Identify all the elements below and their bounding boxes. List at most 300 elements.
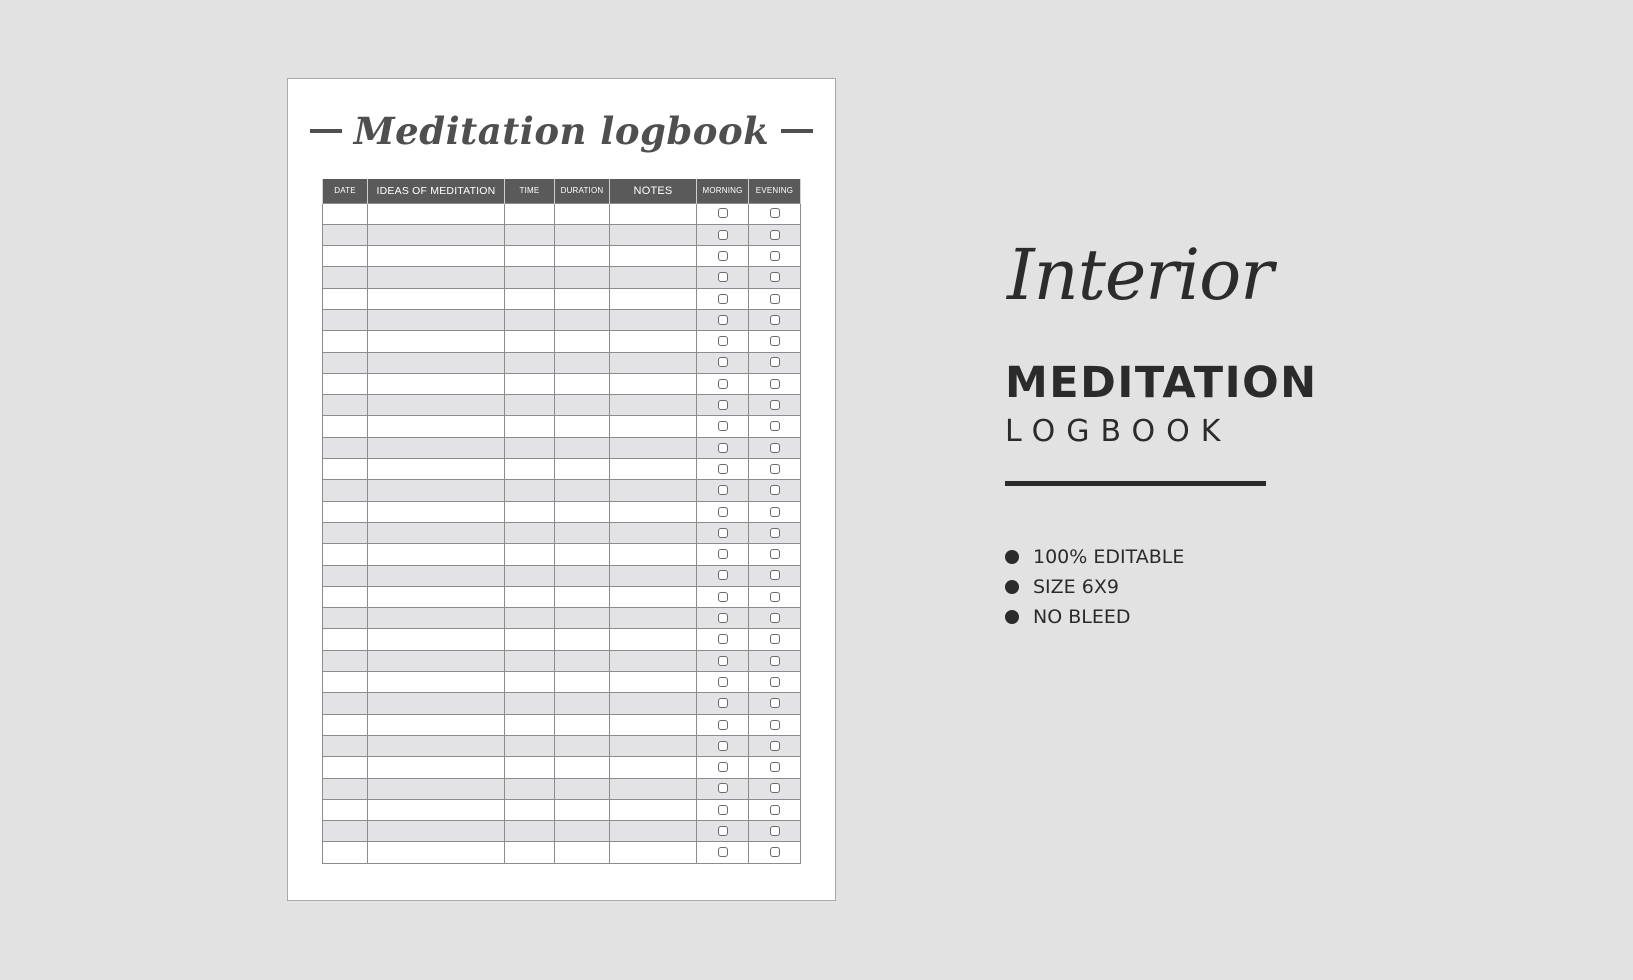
table-row xyxy=(323,203,801,224)
cell-evening xyxy=(749,331,801,352)
cell-ideas[interactable] xyxy=(368,373,505,394)
morning-checkbox[interactable] xyxy=(718,294,728,304)
table-row xyxy=(323,693,801,714)
table-row xyxy=(323,352,801,373)
cell-time[interactable] xyxy=(505,246,555,267)
morning-checkbox[interactable] xyxy=(718,443,728,453)
bullet-icon xyxy=(1005,610,1019,624)
cell-time[interactable] xyxy=(505,799,555,820)
cell-date[interactable] xyxy=(323,352,368,373)
table-row xyxy=(323,501,801,522)
cell-notes[interactable] xyxy=(610,735,697,756)
cell-duration[interactable] xyxy=(555,522,610,543)
cell-date[interactable] xyxy=(323,416,368,437)
cell-duration[interactable] xyxy=(555,586,610,607)
cell-duration[interactable] xyxy=(555,203,610,224)
evening-checkbox[interactable] xyxy=(770,528,780,538)
cell-date[interactable] xyxy=(323,437,368,458)
cell-duration[interactable] xyxy=(555,459,610,480)
col-header-evening: EVENING xyxy=(749,179,801,203)
cell-ideas[interactable] xyxy=(368,437,505,458)
col-header-time: TIME xyxy=(505,179,555,203)
cell-time[interactable] xyxy=(505,288,555,309)
cell-duration[interactable] xyxy=(555,608,610,629)
cell-time[interactable] xyxy=(505,672,555,693)
morning-checkbox[interactable] xyxy=(718,400,728,410)
cell-morning xyxy=(697,650,749,671)
morning-checkbox[interactable] xyxy=(718,336,728,346)
cell-time[interactable] xyxy=(505,821,555,842)
evening-checkbox[interactable] xyxy=(770,400,780,410)
cell-ideas[interactable] xyxy=(368,352,505,373)
evening-checkbox[interactable] xyxy=(770,208,780,218)
cell-date[interactable] xyxy=(323,565,368,586)
cell-notes[interactable] xyxy=(610,821,697,842)
cell-notes[interactable] xyxy=(610,288,697,309)
evening-checkbox[interactable] xyxy=(770,592,780,602)
cell-duration[interactable] xyxy=(555,480,610,501)
cell-notes[interactable] xyxy=(610,650,697,671)
cell-notes[interactable] xyxy=(610,693,697,714)
morning-checkbox[interactable] xyxy=(718,720,728,730)
cell-ideas[interactable] xyxy=(368,288,505,309)
table-row xyxy=(323,437,801,458)
cell-morning xyxy=(697,714,749,735)
cell-ideas[interactable] xyxy=(368,757,505,778)
cell-evening xyxy=(749,522,801,543)
bullet-icon xyxy=(1005,550,1019,564)
table-row xyxy=(323,416,801,437)
cell-time[interactable] xyxy=(505,629,555,650)
cell-notes[interactable] xyxy=(610,395,697,416)
table-row xyxy=(323,799,801,820)
table-row xyxy=(323,821,801,842)
cell-morning xyxy=(697,203,749,224)
promo-script-title: Interior xyxy=(1007,234,1273,316)
cell-duration[interactable] xyxy=(555,288,610,309)
morning-checkbox[interactable] xyxy=(718,826,728,836)
cell-date[interactable] xyxy=(323,544,368,565)
cell-duration[interactable] xyxy=(555,629,610,650)
cell-ideas[interactable] xyxy=(368,203,505,224)
cell-ideas[interactable] xyxy=(368,246,505,267)
cell-ideas[interactable] xyxy=(368,735,505,756)
cell-time[interactable] xyxy=(505,522,555,543)
cell-date[interactable] xyxy=(323,480,368,501)
evening-checkbox[interactable] xyxy=(770,421,780,431)
cell-time[interactable] xyxy=(505,267,555,288)
evening-checkbox[interactable] xyxy=(770,634,780,644)
evening-checkbox[interactable] xyxy=(770,485,780,495)
cell-morning xyxy=(697,672,749,693)
cell-evening xyxy=(749,842,801,863)
cell-time[interactable] xyxy=(505,757,555,778)
evening-checkbox[interactable] xyxy=(770,741,780,751)
title-dash-right xyxy=(781,129,813,133)
cell-time[interactable] xyxy=(505,650,555,671)
cell-duration[interactable] xyxy=(555,246,610,267)
evening-checkbox[interactable] xyxy=(770,698,780,708)
morning-checkbox[interactable] xyxy=(718,613,728,623)
cell-duration[interactable] xyxy=(555,395,610,416)
cell-evening xyxy=(749,501,801,522)
cell-date[interactable] xyxy=(323,203,368,224)
evening-checkbox[interactable] xyxy=(770,656,780,666)
table-row xyxy=(323,735,801,756)
cell-date[interactable] xyxy=(323,395,368,416)
cell-ideas[interactable] xyxy=(368,331,505,352)
cell-ideas[interactable] xyxy=(368,608,505,629)
morning-checkbox[interactable] xyxy=(718,656,728,666)
promo-subheading: LOGBOOK xyxy=(1005,414,1232,449)
cell-duration[interactable] xyxy=(555,799,610,820)
cell-evening xyxy=(749,352,801,373)
cell-morning xyxy=(697,565,749,586)
cell-ideas[interactable] xyxy=(368,693,505,714)
evening-checkbox[interactable] xyxy=(770,549,780,559)
cell-ideas[interactable] xyxy=(368,821,505,842)
cell-morning xyxy=(697,309,749,330)
morning-checkbox[interactable] xyxy=(718,485,728,495)
morning-checkbox[interactable] xyxy=(718,783,728,793)
cell-notes[interactable] xyxy=(610,331,697,352)
cell-evening xyxy=(749,416,801,437)
title-dash-left xyxy=(310,129,342,133)
cell-duration[interactable] xyxy=(555,735,610,756)
table-row xyxy=(323,246,801,267)
morning-checkbox[interactable] xyxy=(718,698,728,708)
cell-duration[interactable] xyxy=(555,416,610,437)
morning-checkbox[interactable] xyxy=(718,570,728,580)
cell-morning xyxy=(697,246,749,267)
cell-time[interactable] xyxy=(505,459,555,480)
cell-time[interactable] xyxy=(505,565,555,586)
promo-divider xyxy=(1005,481,1266,486)
cell-date[interactable] xyxy=(323,842,368,863)
cell-morning xyxy=(697,735,749,756)
cell-notes[interactable] xyxy=(610,416,697,437)
cell-notes[interactable] xyxy=(610,437,697,458)
feature-item xyxy=(1005,572,1335,602)
table-header-row xyxy=(323,179,801,203)
cell-duration[interactable] xyxy=(555,672,610,693)
cell-ideas[interactable] xyxy=(368,544,505,565)
table-row xyxy=(323,459,801,480)
cell-duration[interactable] xyxy=(555,501,610,522)
morning-checkbox[interactable] xyxy=(718,357,728,367)
morning-checkbox[interactable] xyxy=(718,251,728,261)
evening-checkbox[interactable] xyxy=(770,805,780,815)
cell-duration[interactable] xyxy=(555,224,610,245)
evening-checkbox[interactable] xyxy=(770,357,780,367)
cell-ideas[interactable] xyxy=(368,672,505,693)
cell-notes[interactable] xyxy=(610,799,697,820)
cell-morning xyxy=(697,778,749,799)
cell-ideas[interactable] xyxy=(368,224,505,245)
cell-notes[interactable] xyxy=(610,224,697,245)
col-header-morning: MORNING xyxy=(697,179,749,203)
evening-checkbox[interactable] xyxy=(770,315,780,325)
morning-checkbox[interactable] xyxy=(718,592,728,602)
cell-date[interactable] xyxy=(323,224,368,245)
cell-evening xyxy=(749,246,801,267)
cell-date[interactable] xyxy=(323,778,368,799)
cell-duration[interactable] xyxy=(555,309,610,330)
cell-morning xyxy=(697,267,749,288)
cell-notes[interactable] xyxy=(610,842,697,863)
cell-duration[interactable] xyxy=(555,373,610,394)
cell-duration[interactable] xyxy=(555,437,610,458)
table-row xyxy=(323,480,801,501)
cell-notes[interactable] xyxy=(610,757,697,778)
cell-duration[interactable] xyxy=(555,544,610,565)
cell-time[interactable] xyxy=(505,778,555,799)
cell-duration[interactable] xyxy=(555,757,610,778)
cell-notes[interactable] xyxy=(610,714,697,735)
evening-checkbox[interactable] xyxy=(770,464,780,474)
cell-notes[interactable] xyxy=(610,203,697,224)
cell-date[interactable] xyxy=(323,459,368,480)
cell-ideas[interactable] xyxy=(368,459,505,480)
cell-morning xyxy=(697,288,749,309)
morning-checkbox[interactable] xyxy=(718,464,728,474)
cell-date[interactable] xyxy=(323,672,368,693)
cell-notes[interactable] xyxy=(610,629,697,650)
cell-evening xyxy=(749,714,801,735)
cell-date[interactable] xyxy=(323,608,368,629)
cell-evening xyxy=(749,309,801,330)
table-row xyxy=(323,608,801,629)
morning-checkbox[interactable] xyxy=(718,315,728,325)
cell-date[interactable] xyxy=(323,714,368,735)
cell-notes[interactable] xyxy=(610,544,697,565)
table-row xyxy=(323,650,801,671)
table-row xyxy=(323,842,801,863)
evening-checkbox[interactable] xyxy=(770,762,780,772)
evening-checkbox[interactable] xyxy=(770,230,780,240)
cell-time[interactable] xyxy=(505,544,555,565)
morning-checkbox[interactable] xyxy=(718,379,728,389)
sheet-title-block xyxy=(288,109,835,153)
cell-ideas[interactable] xyxy=(368,799,505,820)
feature-label: 100% EDITABLE xyxy=(1033,546,1185,568)
cell-date[interactable] xyxy=(323,821,368,842)
cell-ideas[interactable] xyxy=(368,480,505,501)
cell-time[interactable] xyxy=(505,352,555,373)
cell-evening xyxy=(749,437,801,458)
cell-notes[interactable] xyxy=(610,352,697,373)
cell-date[interactable] xyxy=(323,373,368,394)
cell-evening xyxy=(749,224,801,245)
cell-time[interactable] xyxy=(505,608,555,629)
cell-notes[interactable] xyxy=(610,459,697,480)
evening-checkbox[interactable] xyxy=(770,677,780,687)
cell-notes[interactable] xyxy=(610,480,697,501)
cell-notes[interactable] xyxy=(610,501,697,522)
cell-duration[interactable] xyxy=(555,352,610,373)
cell-date[interactable] xyxy=(323,757,368,778)
cell-morning xyxy=(697,842,749,863)
cell-evening xyxy=(749,288,801,309)
cell-evening xyxy=(749,544,801,565)
table-row xyxy=(323,373,801,394)
cell-ideas[interactable] xyxy=(368,565,505,586)
log-table xyxy=(322,179,801,864)
evening-checkbox[interactable] xyxy=(770,443,780,453)
evening-checkbox[interactable] xyxy=(770,336,780,346)
cell-notes[interactable] xyxy=(610,778,697,799)
evening-checkbox[interactable] xyxy=(770,507,780,517)
cell-notes[interactable] xyxy=(610,608,697,629)
cell-ideas[interactable] xyxy=(368,650,505,671)
cell-date[interactable] xyxy=(323,799,368,820)
feature-label: SIZE 6X9 xyxy=(1033,576,1119,598)
cell-ideas[interactable] xyxy=(368,586,505,607)
morning-checkbox[interactable] xyxy=(718,272,728,282)
cell-ideas[interactable] xyxy=(368,629,505,650)
morning-checkbox[interactable] xyxy=(718,421,728,431)
cell-time[interactable] xyxy=(505,203,555,224)
morning-checkbox[interactable] xyxy=(718,762,728,772)
cell-duration[interactable] xyxy=(555,821,610,842)
cell-duration[interactable] xyxy=(555,693,610,714)
cell-date[interactable] xyxy=(323,267,368,288)
cell-time[interactable] xyxy=(505,693,555,714)
cell-date[interactable] xyxy=(323,331,368,352)
cell-ideas[interactable] xyxy=(368,714,505,735)
cell-notes[interactable] xyxy=(610,267,697,288)
morning-checkbox[interactable] xyxy=(718,208,728,218)
cell-date[interactable] xyxy=(323,650,368,671)
cell-ideas[interactable] xyxy=(368,842,505,863)
table-row xyxy=(323,565,801,586)
cell-time[interactable] xyxy=(505,373,555,394)
cell-duration[interactable] xyxy=(555,842,610,863)
cell-time[interactable] xyxy=(505,480,555,501)
cell-time[interactable] xyxy=(505,309,555,330)
cell-date[interactable] xyxy=(323,501,368,522)
table-row xyxy=(323,224,801,245)
cell-evening xyxy=(749,778,801,799)
cell-duration[interactable] xyxy=(555,650,610,671)
morning-checkbox[interactable] xyxy=(718,741,728,751)
evening-checkbox[interactable] xyxy=(770,613,780,623)
cell-notes[interactable] xyxy=(610,309,697,330)
cell-ideas[interactable] xyxy=(368,395,505,416)
evening-checkbox[interactable] xyxy=(770,379,780,389)
cell-ideas[interactable] xyxy=(368,501,505,522)
cell-date[interactable] xyxy=(323,586,368,607)
cell-notes[interactable] xyxy=(610,672,697,693)
cell-duration[interactable] xyxy=(555,565,610,586)
col-header-duration: DURATION xyxy=(555,179,610,203)
col-header-ideas: IDEAS OF MEDITATION xyxy=(368,179,505,203)
cell-time[interactable] xyxy=(505,437,555,458)
cell-notes[interactable] xyxy=(610,373,697,394)
cell-evening xyxy=(749,757,801,778)
cell-morning xyxy=(697,821,749,842)
cell-evening xyxy=(749,459,801,480)
cell-date[interactable] xyxy=(323,735,368,756)
cell-date[interactable] xyxy=(323,246,368,267)
cell-date[interactable] xyxy=(323,309,368,330)
cell-date[interactable] xyxy=(323,629,368,650)
cell-morning xyxy=(697,459,749,480)
morning-checkbox[interactable] xyxy=(718,230,728,240)
evening-checkbox[interactable] xyxy=(770,570,780,580)
cell-notes[interactable] xyxy=(610,565,697,586)
cell-evening xyxy=(749,735,801,756)
cell-duration[interactable] xyxy=(555,778,610,799)
cell-morning xyxy=(697,629,749,650)
cell-notes[interactable] xyxy=(610,246,697,267)
evening-checkbox[interactable] xyxy=(770,294,780,304)
cell-duration[interactable] xyxy=(555,267,610,288)
table-body xyxy=(323,203,801,863)
cell-ideas[interactable] xyxy=(368,778,505,799)
evening-checkbox[interactable] xyxy=(770,251,780,261)
cell-notes[interactable] xyxy=(610,586,697,607)
morning-checkbox[interactable] xyxy=(718,634,728,644)
cell-evening xyxy=(749,565,801,586)
cell-ideas[interactable] xyxy=(368,522,505,543)
cell-time[interactable] xyxy=(505,331,555,352)
evening-checkbox[interactable] xyxy=(770,826,780,836)
cell-time[interactable] xyxy=(505,714,555,735)
cell-ideas[interactable] xyxy=(368,267,505,288)
evening-checkbox[interactable] xyxy=(770,272,780,282)
evening-checkbox[interactable] xyxy=(770,720,780,730)
cell-time[interactable] xyxy=(505,224,555,245)
morning-checkbox[interactable] xyxy=(718,805,728,815)
morning-checkbox[interactable] xyxy=(718,847,728,857)
cell-ideas[interactable] xyxy=(368,416,505,437)
morning-checkbox[interactable] xyxy=(718,549,728,559)
table-row xyxy=(323,522,801,543)
cell-morning xyxy=(697,437,749,458)
cell-time[interactable] xyxy=(505,395,555,416)
morning-checkbox[interactable] xyxy=(718,507,728,517)
cell-time[interactable] xyxy=(505,586,555,607)
cell-evening xyxy=(749,480,801,501)
cell-notes[interactable] xyxy=(610,522,697,543)
evening-checkbox[interactable] xyxy=(770,847,780,857)
cell-time[interactable] xyxy=(505,501,555,522)
cell-duration[interactable] xyxy=(555,714,610,735)
morning-checkbox[interactable] xyxy=(718,528,728,538)
table-row xyxy=(323,586,801,607)
table-row xyxy=(323,395,801,416)
cell-date[interactable] xyxy=(323,522,368,543)
table-row xyxy=(323,288,801,309)
cell-time[interactable] xyxy=(505,735,555,756)
evening-checkbox[interactable] xyxy=(770,783,780,793)
cell-ideas[interactable] xyxy=(368,309,505,330)
cell-evening xyxy=(749,821,801,842)
morning-checkbox[interactable] xyxy=(718,677,728,687)
table-row xyxy=(323,757,801,778)
cell-time[interactable] xyxy=(505,842,555,863)
cell-date[interactable] xyxy=(323,288,368,309)
bullet-icon xyxy=(1005,580,1019,594)
cell-date[interactable] xyxy=(323,693,368,714)
promo-heading: MEDITATION xyxy=(1005,358,1318,408)
cell-time[interactable] xyxy=(505,416,555,437)
cell-duration[interactable] xyxy=(555,331,610,352)
cell-evening xyxy=(749,203,801,224)
cell-morning xyxy=(697,586,749,607)
cell-evening xyxy=(749,799,801,820)
